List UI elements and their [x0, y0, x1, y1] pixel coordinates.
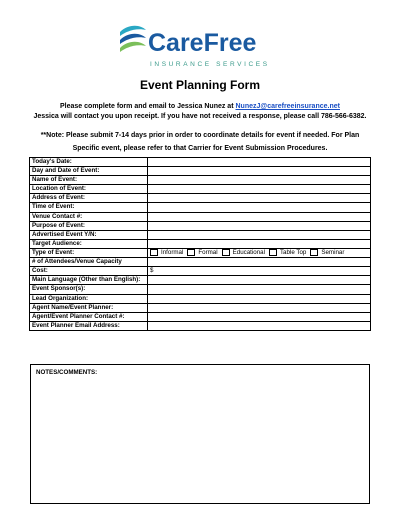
- form-row-value[interactable]: [148, 203, 371, 212]
- form-row: [30, 212, 371, 221]
- form-row: [30, 267, 371, 276]
- form-row: [30, 248, 371, 257]
- form-row-label: Day and Date of Event:: [30, 167, 148, 176]
- logo-brand-text: CareFree: [148, 29, 257, 57]
- form-row-label: # of Attendees/Venue Capacity: [30, 258, 148, 267]
- email-link[interactable]: NunezJ@carefreeinsurance.net: [235, 103, 340, 110]
- form-row-value[interactable]: [148, 167, 371, 176]
- form-row-label: Address of Event:: [30, 194, 148, 203]
- checkbox-icon[interactable]: [150, 249, 158, 256]
- form-row: [30, 221, 371, 230]
- form-row-label: Target Audience:: [30, 239, 148, 248]
- page-title: Event Planning Form: [139, 78, 260, 92]
- event-type-option-label: Educational: [232, 249, 265, 257]
- swoosh-logo-icon: [118, 22, 148, 62]
- form-row-label: Purpose of Event:: [30, 221, 148, 230]
- logo-tagline: INSURANCE SERVICES: [150, 61, 270, 68]
- carefree-logo: [118, 22, 288, 72]
- form-row-value[interactable]: [148, 212, 371, 221]
- form-row-label: Agent Name/Event Planner:: [30, 303, 148, 312]
- form-row-value[interactable]: $: [148, 267, 371, 276]
- form-row: [30, 276, 371, 285]
- intro-line2: Jessica will contact you upon receipt. If you have not received a response, please call 786-566-6382.: [33, 113, 367, 120]
- event-type-option-label: Table Top: [279, 249, 307, 257]
- form-row-label: Today's Date:: [30, 158, 148, 167]
- form-row-value[interactable]: [148, 239, 371, 248]
- form-row-value[interactable]: [148, 321, 371, 330]
- checkbox-icon[interactable]: [310, 249, 318, 256]
- form-row-value[interactable]: [148, 185, 371, 194]
- form-row: [30, 303, 371, 312]
- event-type-option[interactable]: [150, 249, 183, 257]
- event-type-option-label: Formal: [198, 249, 218, 257]
- form-row-value[interactable]: [148, 285, 371, 294]
- form-row-value[interactable]: [148, 158, 371, 167]
- form-row-label: Time of Event:: [30, 203, 148, 212]
- form-row: [30, 312, 371, 321]
- form-row-value[interactable]: [148, 312, 371, 321]
- checkbox-icon[interactable]: [269, 249, 277, 256]
- form-row-value[interactable]: [148, 258, 371, 267]
- form-row: [30, 258, 371, 267]
- form-row-value[interactable]: [148, 294, 371, 303]
- form-row: [30, 239, 371, 248]
- form-row-label: Agent/Event Planner Contact #:: [30, 312, 148, 321]
- form-row-label: Cost:: [30, 267, 148, 276]
- form-row: [30, 158, 371, 167]
- form-row-value[interactable]: [148, 176, 371, 185]
- intro-text: [0, 102, 400, 122]
- form-row-value[interactable]: [148, 248, 371, 257]
- form-row-label: Lead Organization:: [30, 294, 148, 303]
- checkbox-icon[interactable]: [187, 249, 195, 256]
- form-row-label: Event Sponsor(s):: [30, 285, 148, 294]
- form-row: [30, 321, 371, 330]
- form-row-value[interactable]: [148, 230, 371, 239]
- submission-note: **Note: Please submit 7-14 days prior in order to coordinate details for event if needed. For Plan Specific event, please refer to that Carrier for Event Submission Procedures.: [40, 132, 360, 152]
- form-row-value[interactable]: [148, 221, 371, 230]
- form-row: [30, 185, 371, 194]
- form-row: [30, 285, 371, 294]
- event-type-option[interactable]: [310, 249, 344, 257]
- form-row-label: Event Planner Email Address:: [30, 321, 148, 330]
- form-row-label: Type of Event:: [30, 248, 148, 257]
- form-row: [30, 203, 371, 212]
- event-type-option[interactable]: [269, 249, 306, 257]
- intro-line1: Please complete form and email to Jessica Nunez at: [60, 103, 236, 110]
- form-row-value[interactable]: [148, 194, 371, 203]
- form-row: [30, 167, 371, 176]
- form-row: [30, 294, 371, 303]
- event-type-option-label: Informal: [161, 249, 184, 257]
- event-type-option[interactable]: [222, 249, 265, 257]
- form-row-value[interactable]: [148, 303, 371, 312]
- form-row: [30, 194, 371, 203]
- form-row: [30, 230, 371, 239]
- form-row-label: Advertised Event Y/N:: [30, 230, 148, 239]
- notes-comments-box[interactable]: [30, 364, 370, 504]
- form-row-label: Main Language (Other than English):: [30, 276, 148, 285]
- event-type-option-label: Seminar: [321, 249, 345, 257]
- form-row-label: Location of Event:: [30, 185, 148, 194]
- form-row: [30, 176, 371, 185]
- form-row-label: Name of Event:: [30, 176, 148, 185]
- notes-label: NOTES/COMMENTS:: [36, 369, 98, 376]
- form-row-label: Venue Contact #:: [30, 212, 148, 221]
- event-type-option[interactable]: [187, 249, 217, 257]
- event-form-table: [29, 157, 371, 331]
- checkbox-icon[interactable]: [222, 249, 230, 256]
- form-row-value[interactable]: [148, 276, 371, 285]
